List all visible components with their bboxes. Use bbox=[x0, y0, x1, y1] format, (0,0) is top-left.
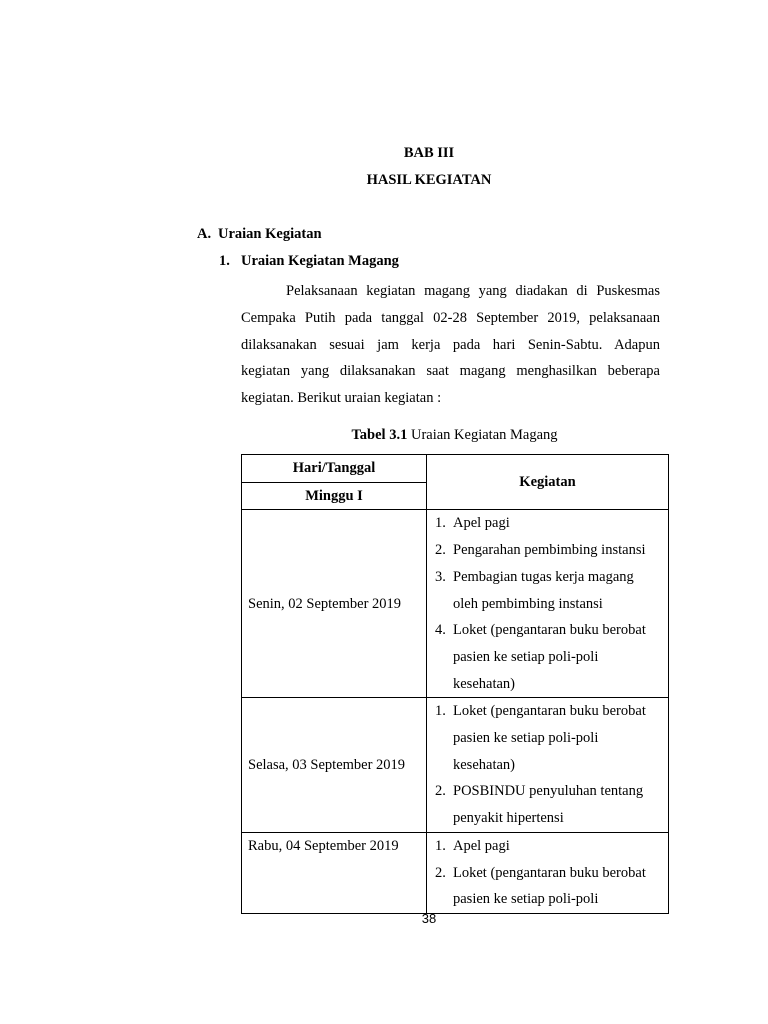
paragraph-line: Cempaka Putih pada tanggal 02-28 September 2019, pelaksanaan bbox=[241, 309, 660, 326]
activity-text-line: Pengarahan pembimbing instansi bbox=[453, 542, 646, 559]
activity-number: 1. bbox=[435, 703, 446, 720]
page-number: 38 bbox=[421, 911, 437, 926]
subsection-heading bbox=[219, 253, 399, 270]
row-activities bbox=[427, 510, 669, 698]
header-date: Hari/Tanggal bbox=[242, 455, 427, 483]
activity-number: 1. bbox=[435, 837, 446, 854]
activity-text-line: Loket (pengantaran buku berobat bbox=[453, 622, 646, 639]
activity-text-line: kesehatan) bbox=[453, 756, 515, 773]
chapter-number: BAB III bbox=[403, 145, 455, 161]
row-date: Rabu, 04 September 2019 bbox=[242, 832, 427, 913]
activity-item bbox=[433, 510, 662, 537]
activity-list bbox=[433, 510, 662, 697]
table-row bbox=[242, 698, 669, 833]
table-row bbox=[242, 510, 669, 698]
activity-text-line: Loket (pengantaran buku berobat bbox=[453, 864, 646, 881]
activity-item bbox=[433, 833, 662, 860]
activity-text-line: Apel pagi bbox=[453, 837, 510, 854]
activity-number: 2. bbox=[435, 783, 446, 800]
activity-text-line: pasien ke setiap poli-poli bbox=[453, 730, 599, 747]
row-date: Selasa, 03 September 2019 bbox=[242, 698, 427, 833]
activity-text-line: kesehatan) bbox=[453, 675, 515, 692]
chapter-title: HASIL KEGIATAN bbox=[366, 172, 492, 188]
paragraph-line: dilaksanakan sesuai jam kerja pada hari Senin-Sabtu. Adapun bbox=[241, 336, 660, 353]
activity-text-line: pasien ke setiap poli-poli bbox=[453, 891, 599, 908]
activity-list bbox=[433, 833, 662, 913]
table-caption-text: Uraian Kegiatan Magang bbox=[410, 427, 558, 443]
activity-number: 4. bbox=[435, 622, 446, 639]
table-caption-number: Tabel 3.1 bbox=[351, 427, 408, 443]
activity-text-line: pasien ke setiap poli-poli bbox=[453, 648, 599, 665]
activity-text-line: penyakit hipertensi bbox=[453, 810, 564, 827]
activity-text-line: Loket (pengantaran buku berobat bbox=[453, 703, 646, 720]
activity-item bbox=[433, 778, 662, 831]
activity-item bbox=[433, 564, 662, 617]
subsection-number: 1. bbox=[219, 253, 230, 269]
activity-number: 2. bbox=[435, 864, 446, 881]
activity-number: 3. bbox=[435, 568, 446, 585]
section-number: A. bbox=[197, 226, 212, 242]
activity-text-line: Pembagian tugas kerja magang bbox=[453, 568, 634, 585]
section-title: Uraian Kegiatan bbox=[218, 226, 322, 242]
subsection-title: Uraian Kegiatan Magang bbox=[241, 253, 399, 269]
row-activities bbox=[427, 698, 669, 833]
activity-table bbox=[241, 454, 669, 914]
activity-text-line: Apel pagi bbox=[453, 515, 510, 532]
body-paragraph bbox=[241, 278, 660, 412]
table-caption bbox=[241, 427, 668, 444]
activity-number: 1. bbox=[435, 515, 446, 532]
activity-text-line: POSBINDU penyuluhan tentang bbox=[453, 783, 644, 800]
activity-item bbox=[433, 537, 662, 564]
activity-text-line: oleh pembimbing instansi bbox=[453, 595, 603, 612]
table-row bbox=[242, 832, 669, 913]
header-activities: Kegiatan bbox=[427, 455, 669, 510]
activity-item bbox=[433, 860, 662, 913]
table-header-row bbox=[242, 455, 669, 483]
activity-item bbox=[433, 617, 662, 697]
row-activities bbox=[427, 832, 669, 913]
paragraph-line: Pelaksanaan kegiatan magang yang diadakan di Puskesmas bbox=[286, 283, 660, 299]
activity-item bbox=[433, 698, 662, 778]
activity-number: 2. bbox=[435, 542, 446, 559]
paragraph-line: kegiatan yang dilaksanakan saat magang menghasilkan beberapa bbox=[241, 363, 660, 380]
paragraph-line: kegiatan. Berikut uraian kegiatan : bbox=[241, 390, 442, 407]
row-date: Senin, 02 September 2019 bbox=[242, 510, 427, 698]
header-week: Minggu I bbox=[242, 482, 427, 510]
section-heading bbox=[197, 226, 322, 243]
activity-list bbox=[433, 698, 662, 832]
